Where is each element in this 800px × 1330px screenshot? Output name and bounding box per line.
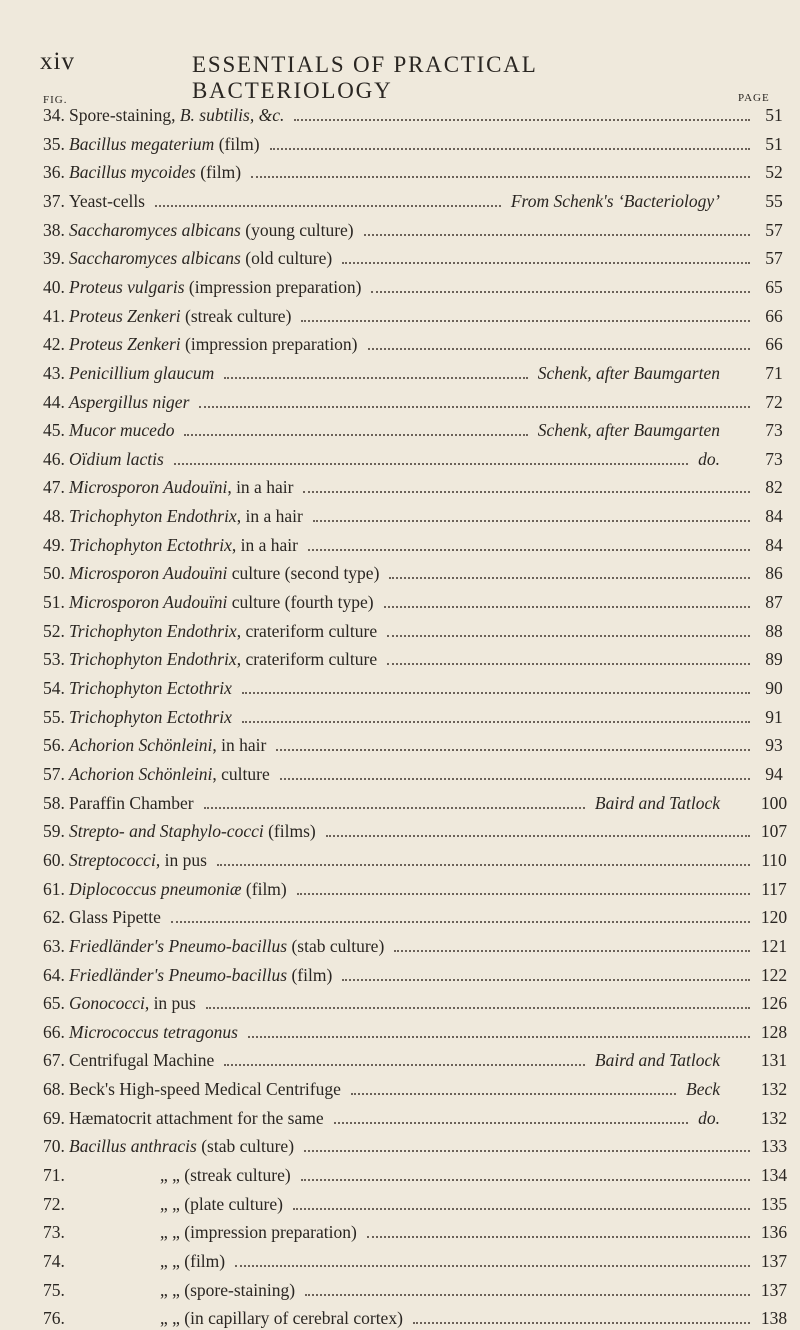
- title-suffix: , in a hair: [227, 477, 294, 498]
- title-text: Spore-staining,: [69, 105, 180, 125]
- figure-number: 74.: [43, 1251, 65, 1271]
- fig-column-label: FIG.: [43, 94, 68, 106]
- figure-number: 56.: [43, 735, 65, 756]
- list-item: [0, 1077, 800, 1101]
- figure-title: [69, 791, 194, 815]
- leader-dots: [303, 491, 750, 493]
- figure-number: 61.: [43, 878, 65, 899]
- figure-number: 52.: [43, 620, 65, 641]
- figure-title: [69, 991, 196, 1015]
- figure-source: Schenk, after Baumgarten: [537, 362, 720, 383]
- title-suffix: , in pus: [155, 849, 207, 870]
- leader-dots: [242, 721, 750, 723]
- figure-title: [69, 819, 316, 843]
- list-item: [0, 848, 800, 872]
- figure-number: 53.: [43, 649, 65, 670]
- list-item: [0, 275, 800, 299]
- figure-title: [160, 1306, 403, 1330]
- figure-number: 44.: [43, 391, 65, 412]
- figure-source: do.: [698, 1107, 720, 1128]
- page-ref: 91: [765, 706, 783, 727]
- figure-title: [69, 304, 291, 328]
- figure-number: 73.: [43, 1222, 65, 1243]
- list-item: [0, 561, 800, 585]
- figure-title: [69, 1048, 214, 1072]
- figure-number: 49.: [43, 534, 65, 555]
- list-item: [0, 1163, 800, 1187]
- leader-dots: [174, 463, 688, 465]
- figure-number: 42.: [43, 334, 65, 355]
- figure-title: [69, 733, 266, 757]
- page-ref: 84: [765, 534, 783, 555]
- figure-number: 50.: [43, 563, 65, 584]
- figure-title: [69, 103, 284, 127]
- page-ref: 82: [765, 477, 783, 498]
- figure-number: 75.: [43, 1279, 65, 1300]
- list-item: [0, 991, 800, 1015]
- page-ref: 57: [765, 219, 783, 240]
- title-text: „ „ (impression preparation): [160, 1222, 357, 1243]
- leader-dots: [224, 1064, 585, 1066]
- title-suffix: , crateriform culture: [236, 649, 378, 670]
- page-column-label: PAGE: [738, 92, 770, 104]
- list-item: [0, 103, 800, 127]
- page-ref: 136: [760, 1222, 788, 1243]
- leader-dots: [387, 663, 750, 665]
- list-item: [0, 1106, 800, 1130]
- leader-dots: [199, 406, 750, 408]
- figure-number: 48.: [43, 506, 65, 527]
- title-suffix: (impression preparation): [180, 334, 358, 355]
- figure-title: [69, 647, 377, 671]
- page-ref: 131: [760, 1050, 788, 1071]
- figure-source: Schenk, after Baumgarten: [537, 420, 720, 441]
- list-item: [0, 218, 800, 242]
- list-item: [0, 361, 800, 385]
- figure-title: [69, 504, 303, 528]
- title-italic: Microsporon Audouïni: [69, 477, 228, 498]
- title-italic: Trichophyton Ectothrix: [69, 706, 232, 727]
- page-ref: 120: [760, 907, 788, 928]
- title-italic: Penicillium glaucum: [69, 362, 215, 383]
- figure-number: 38.: [43, 219, 65, 240]
- list-item: [0, 934, 800, 958]
- figure-number: 45.: [43, 420, 65, 441]
- leader-dots: [184, 434, 528, 436]
- leader-dots: [276, 749, 750, 751]
- title-italic: Microsporon Audouïni: [69, 592, 228, 613]
- leader-dots: [342, 979, 750, 981]
- list-item: [0, 189, 800, 213]
- title-italic: Bacillus anthracis: [69, 1136, 197, 1157]
- leader-dots: [342, 262, 750, 264]
- title-italic: Oïdium lactis: [69, 448, 164, 469]
- page-ref: 87: [765, 592, 783, 613]
- list-item: [0, 905, 800, 929]
- title-text: Centrifugal Machine: [69, 1050, 215, 1071]
- title-suffix: (film): [241, 878, 287, 899]
- leader-dots: [301, 320, 750, 322]
- leader-dots: [171, 921, 750, 923]
- page-ref: 132: [760, 1079, 788, 1100]
- list-item: [0, 1192, 800, 1216]
- leader-dots: [248, 1036, 750, 1038]
- title-suffix: , in hair: [212, 735, 267, 756]
- figure-title: [160, 1163, 291, 1187]
- list-item: [0, 647, 800, 671]
- figure-number: 47.: [43, 477, 65, 498]
- list-item: [0, 733, 800, 757]
- list-item: [0, 1048, 800, 1072]
- list-item: [0, 1020, 800, 1044]
- figure-number: 36.: [43, 162, 65, 183]
- leader-dots: [394, 950, 750, 952]
- figure-title: [69, 905, 161, 929]
- leader-dots: [367, 1236, 750, 1238]
- figure-source: do.: [698, 448, 720, 469]
- title-italic: Proteus Zenkeri: [69, 305, 181, 326]
- figure-number: 58.: [43, 792, 65, 813]
- list-item: [0, 1278, 800, 1302]
- figure-number: 70.: [43, 1136, 65, 1157]
- figure-number: 71.: [43, 1165, 65, 1186]
- figure-number: 65.: [43, 993, 65, 1014]
- figure-title: [69, 934, 384, 958]
- leader-dots: [389, 577, 750, 579]
- page-ref: 134: [760, 1165, 788, 1186]
- page-ref: 100: [760, 792, 788, 813]
- leader-dots: [224, 377, 528, 379]
- title-suffix: (young culture): [240, 219, 354, 240]
- figure-number: 68.: [43, 1079, 65, 1100]
- figure-number: 46.: [43, 448, 65, 469]
- list-item: [0, 332, 800, 356]
- running-title: ESSENTIALS OF PRACTICAL BACTERIOLOGY: [192, 52, 537, 103]
- figure-title: [69, 848, 207, 872]
- page-ref: 128: [760, 1021, 788, 1042]
- page-ref: 88: [765, 620, 783, 641]
- list-item: [0, 705, 800, 729]
- page-ref: 121: [760, 935, 788, 956]
- title-text: „ „ (streak culture): [160, 1165, 291, 1186]
- title-text: Hæmatocrit attachment for the same: [69, 1107, 324, 1128]
- page-ref: 71: [765, 362, 783, 383]
- figure-title: [160, 1278, 295, 1302]
- leader-dots: [326, 835, 750, 837]
- leader-dots: [334, 1122, 688, 1124]
- page-ref: 137: [760, 1279, 788, 1300]
- figure-title: [160, 1249, 225, 1273]
- figure-title: [69, 1134, 294, 1158]
- title-italic: Trichophyton Endothrix: [69, 506, 237, 527]
- page-ref: 135: [760, 1193, 788, 1214]
- title-suffix: (stab culture): [196, 1136, 295, 1157]
- title-text: Paraffin Chamber: [69, 792, 194, 813]
- leader-dots: [387, 635, 750, 637]
- figure-title: [69, 160, 241, 184]
- title-text: „ „ (in capillary of cerebral cortex): [160, 1308, 403, 1329]
- figure-number: 41.: [43, 305, 65, 326]
- title-text: „ „ (plate culture): [160, 1193, 283, 1214]
- leader-dots: [368, 348, 750, 350]
- figure-number: 57.: [43, 763, 65, 784]
- leader-dots: [155, 205, 501, 207]
- figure-title: [69, 762, 270, 786]
- title-text: Yeast-cells: [69, 190, 145, 211]
- list-item: [0, 475, 800, 499]
- figure-number: 63.: [43, 935, 65, 956]
- page-ref: 90: [765, 678, 783, 698]
- figure-title: [160, 1220, 357, 1244]
- title-suffix: , crateriform culture: [236, 620, 378, 641]
- page-ref: 66: [765, 334, 783, 355]
- leader-dots: [294, 119, 750, 121]
- figure-number: 76.: [43, 1308, 65, 1329]
- title-italic: Proteus vulgaris: [69, 276, 185, 297]
- list-item: [0, 304, 800, 328]
- page-ref: 93: [765, 735, 783, 756]
- figure-title: [69, 218, 354, 242]
- title-suffix: (stab culture): [287, 935, 385, 956]
- page-ref: 73: [765, 448, 783, 469]
- figure-number: 40.: [43, 276, 65, 297]
- leader-dots: [364, 234, 750, 236]
- title-text: Beck's High-speed Medical Centrifuge: [69, 1079, 341, 1100]
- title-suffix: , in a hair: [236, 506, 303, 527]
- figure-number: 43.: [43, 362, 65, 383]
- leader-dots: [242, 692, 750, 694]
- page-ref: 137: [760, 1251, 788, 1271]
- figure-title: [69, 877, 287, 901]
- title-italic: Aspergillus niger: [69, 391, 190, 412]
- figure-title: [69, 676, 232, 700]
- title-italic: Diplococcus pneumoniæ: [69, 878, 242, 899]
- figure-source: Baird and Tatlock: [594, 1050, 720, 1071]
- figure-number: 66.: [43, 1021, 65, 1042]
- page-ref: 94: [765, 763, 783, 784]
- list-item: [0, 390, 800, 414]
- leader-dots: [280, 778, 750, 780]
- title-italic: Achorion Schönleini: [69, 735, 213, 756]
- list-item: [0, 418, 800, 442]
- list-item: [0, 963, 800, 987]
- list-item: [0, 1134, 800, 1158]
- title-italic: Streptococci: [69, 849, 156, 870]
- leader-dots: [297, 893, 750, 895]
- title-suffix: , in pus: [144, 993, 196, 1014]
- page-ref: 73: [765, 420, 783, 441]
- leader-dots: [313, 520, 750, 522]
- list-item: [0, 1306, 800, 1330]
- figure-number: 39.: [43, 248, 65, 269]
- page-ref: 126: [760, 993, 788, 1014]
- figure-number: 67.: [43, 1050, 65, 1071]
- figure-title: [69, 132, 260, 156]
- leader-dots: [251, 176, 750, 178]
- title-italic: Trichophyton Ectothrix: [69, 678, 232, 698]
- title-suffix: (old culture): [240, 248, 333, 269]
- title-suffix: (film): [214, 133, 260, 154]
- figure-number: 59.: [43, 821, 65, 842]
- figure-title: [69, 475, 293, 499]
- title-italic: Achorion Schönleini: [69, 763, 213, 784]
- title-italic: Micrococcus tetragonus: [69, 1021, 238, 1042]
- page-ref: 138: [760, 1308, 788, 1329]
- figure-number: 34.: [43, 105, 65, 125]
- figure-title: [69, 533, 298, 557]
- title-italic: Saccharomyces albicans: [69, 248, 241, 269]
- page-ref: 86: [765, 563, 783, 584]
- figure-number: 51.: [43, 592, 65, 613]
- title-suffix: (film): [195, 162, 242, 183]
- title-italic: Friedländer's Pneumo-bacillus: [69, 964, 288, 985]
- page-ref: 66: [765, 305, 783, 326]
- title-suffix: (impression preparation): [184, 276, 362, 297]
- page-ref: 107: [760, 821, 788, 842]
- page-ref: 65: [765, 276, 783, 297]
- figure-title: [69, 561, 379, 585]
- leader-dots: [204, 807, 585, 809]
- page-ref: 55: [765, 190, 783, 211]
- page-number: xiv: [40, 48, 75, 75]
- leader-dots: [304, 1150, 750, 1152]
- page-ref: 110: [761, 849, 787, 870]
- list-item: [0, 504, 800, 528]
- leader-dots: [235, 1265, 750, 1267]
- title-italic: Mucor mucedo: [69, 420, 175, 441]
- title-italic: Strepto- and Staphylo-cocci: [69, 821, 264, 842]
- leader-dots: [293, 1208, 750, 1210]
- figure-title: [69, 189, 145, 213]
- title-suffix: , in a hair: [231, 534, 298, 555]
- title-italic: Gonococci: [69, 993, 145, 1014]
- figure-title: [69, 1077, 341, 1101]
- title-italic: Saccharomyces albicans: [69, 219, 241, 240]
- figure-source: Beck: [686, 1079, 720, 1100]
- figure-title: [69, 1020, 238, 1044]
- page-ref: 84: [765, 506, 783, 527]
- title-italic: B. subtilis, &c.: [179, 105, 285, 125]
- list-item: [0, 819, 800, 843]
- figure-title: [69, 1106, 324, 1130]
- leader-dots: [413, 1322, 750, 1324]
- page-ref: 122: [760, 964, 788, 985]
- figure-title: [69, 246, 332, 270]
- leader-dots: [308, 549, 750, 551]
- title-italic: Proteus Zenkeri: [69, 334, 181, 355]
- title-text: „ „ (spore-staining): [160, 1279, 296, 1300]
- figure-number: 35.: [43, 133, 65, 154]
- title-text: „ „ (film): [160, 1251, 226, 1271]
- figure-title: [69, 705, 232, 729]
- list-item: [0, 791, 800, 815]
- title-italic: Bacillus megaterium: [69, 133, 215, 154]
- figure-number: 62.: [43, 907, 65, 928]
- figure-title: [69, 619, 377, 643]
- figure-number: 64.: [43, 964, 65, 985]
- page-ref: 72: [765, 391, 783, 412]
- title-text: Glass Pipette: [69, 907, 161, 928]
- figure-title: [69, 390, 189, 414]
- figure-source: Baird and Tatlock: [594, 792, 720, 813]
- list-item: [0, 619, 800, 643]
- leader-dots: [305, 1294, 750, 1296]
- figure-title: [69, 590, 374, 614]
- list-item: [0, 1220, 800, 1244]
- figure-source: From Schenk's ‘Bacteriology’: [510, 190, 720, 211]
- figure-number: 54.: [43, 678, 65, 698]
- title-italic: Bacillus mycoides: [69, 162, 196, 183]
- page-ref: 117: [761, 878, 787, 899]
- list-item: [0, 160, 800, 184]
- list-item: [0, 877, 800, 901]
- leader-dots: [351, 1093, 676, 1095]
- page-ref: 57: [765, 248, 783, 269]
- leader-dots: [371, 291, 750, 293]
- page-ref: 52: [765, 162, 783, 183]
- figure-number: 55.: [43, 706, 65, 727]
- page-ref: 51: [765, 105, 783, 125]
- leader-dots: [217, 864, 750, 866]
- page-ref: 89: [765, 649, 783, 670]
- title-italic: Trichophyton Endothrix: [69, 620, 237, 641]
- figure-number: 37.: [43, 190, 65, 211]
- list-item: [0, 676, 800, 700]
- figure-title: [69, 963, 332, 987]
- leader-dots: [206, 1007, 750, 1009]
- title-suffix: culture (second type): [227, 563, 380, 584]
- figure-number: 60.: [43, 849, 65, 870]
- title-suffix: (films): [263, 821, 316, 842]
- list-item: [0, 1249, 800, 1273]
- title-italic: Microsporon Audouïni: [69, 563, 228, 584]
- list-item: [0, 246, 800, 270]
- leader-dots: [384, 606, 750, 608]
- list-item: [0, 590, 800, 614]
- figure-number: 72.: [43, 1193, 65, 1214]
- figure-number: 69.: [43, 1107, 65, 1128]
- title-suffix: (streak culture): [180, 305, 292, 326]
- figure-title: [69, 332, 358, 356]
- title-suffix: (film): [287, 964, 333, 985]
- list-item: [0, 132, 800, 156]
- list-item: [0, 447, 800, 471]
- list-item: [0, 533, 800, 557]
- title-italic: Trichophyton Ectothrix: [69, 534, 232, 555]
- leader-dots: [301, 1179, 750, 1181]
- title-italic: Trichophyton Endothrix: [69, 649, 237, 670]
- page-ref: 133: [760, 1136, 788, 1157]
- figure-title: [69, 361, 214, 385]
- title-italic: Friedländer's Pneumo-bacillus: [69, 935, 288, 956]
- title-suffix: culture (fourth type): [227, 592, 374, 613]
- figure-title: [69, 275, 361, 299]
- figure-title: [69, 447, 164, 471]
- title-suffix: , culture: [212, 763, 270, 784]
- page-ref: 51: [765, 133, 783, 154]
- page-ref: 132: [760, 1107, 788, 1128]
- figure-title: [69, 418, 174, 442]
- list-item: [0, 762, 800, 786]
- leader-dots: [270, 148, 750, 150]
- figure-title: [160, 1192, 283, 1216]
